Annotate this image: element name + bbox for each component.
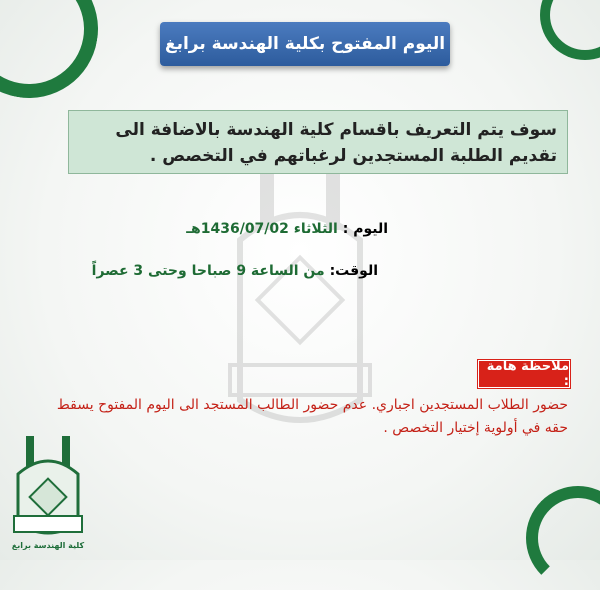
important-note-text: حضور الطلاب المستجدين اجباري. عدم حضور الطالب المستجد الى اليوم المفتوح يسقط حقه في أولوية إختيار التخصص . [56,397,568,436]
corner-decoration-top-left [0,0,109,109]
king-abdulaziz-university-logo [8,432,88,554]
corner-decoration-bottom-right [526,486,600,590]
date-value: الثلاثاء 1436/07/02هـ [186,221,338,237]
date-line [186,221,388,237]
time-value: من الساعة 9 صباحا وحتى 3 عصراً [91,263,325,279]
time-line [92,263,378,279]
logo-caption: كلية الهندسة برابغ [11,541,85,550]
page-title: اليوم المفتوح بكلية الهندسة برابغ [160,22,450,66]
intro-text: سوف يتم التعريف باقسام كلية الهندسة بالاضافة الى تقديم الطلبة المستجدين لرغباتهم في التخصص . [68,110,568,174]
corner-decoration-top-right [540,0,600,60]
date-label: اليوم : [342,221,388,237]
important-note-badge: ملاحظة هامة : [478,360,570,388]
time-label: الوقت: [329,263,378,279]
